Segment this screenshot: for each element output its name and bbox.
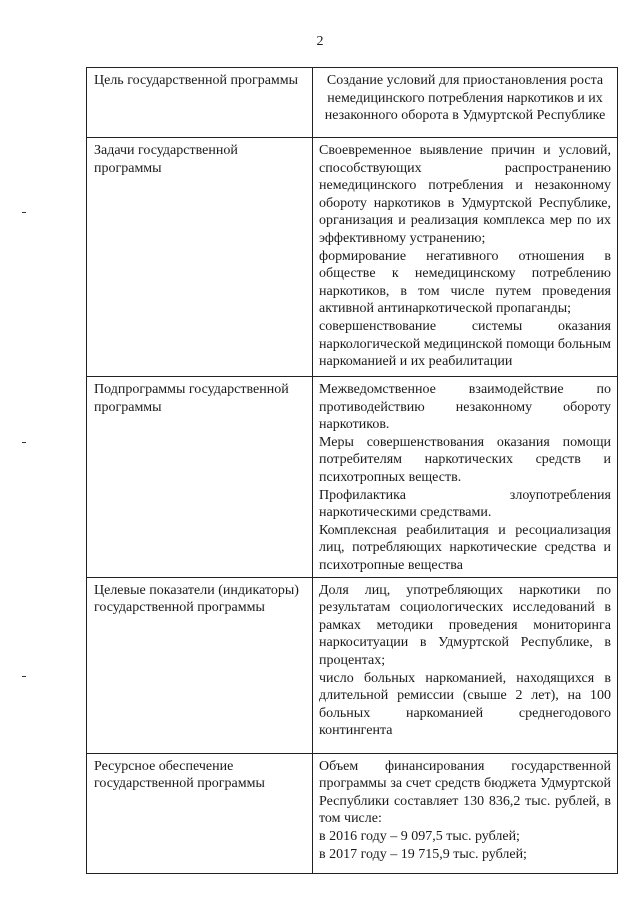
goal-label: Цель государственной программы bbox=[87, 68, 313, 138]
task-item: Своевременное выявление причин и условий, способствующих распространению немедицинского потребления и незаконному обороту наркотиков в Удмуртской Республике, организация и реализация комплекса мер по их эффективному устранению; bbox=[319, 143, 611, 246]
margin-mark bbox=[22, 212, 26, 213]
table-row-tasks bbox=[87, 138, 618, 377]
margin-mark bbox=[22, 676, 26, 677]
task-item: формирование негативного отношения в обществе к немедицинскому потреблению наркотиков, в том числе путем проведения активной антинаркотической пропаганды; bbox=[319, 248, 611, 317]
table-row-subprograms bbox=[87, 377, 618, 578]
margin-mark bbox=[22, 442, 26, 443]
resource-item: в 2017 году – 19 715,9 тыс. рублей; bbox=[319, 846, 527, 862]
indicators-label: Целевые показатели (индикаторы) государственной программы bbox=[87, 577, 313, 753]
page-number: 2 bbox=[316, 34, 324, 49]
indicators-value bbox=[313, 577, 618, 753]
subprogram-item: Комплексная реабилитация и ресоциализация лиц, потребляющих наркотические средства и психотропные вещества bbox=[319, 522, 611, 573]
subprogram-item: Межведомственное взаимодействие по противодействию незаконному обороту наркотиков. bbox=[319, 382, 611, 433]
subprogram-item: Меры совершенствования оказания помощи потребителям наркотических средств и психотропных веществ. bbox=[319, 434, 611, 485]
goal-value bbox=[313, 68, 618, 138]
subprograms-value bbox=[313, 377, 618, 578]
table-row-goal bbox=[87, 68, 618, 138]
tasks-value bbox=[313, 138, 618, 377]
tasks-label: Задачи государственной программы bbox=[87, 138, 313, 377]
task-item: совершенствование системы оказания наркологической медицинской помощи больным наркоманией и их реабилитации bbox=[319, 318, 611, 370]
program-passport-table bbox=[86, 67, 618, 874]
goal-text: Создание условий для приостановления роста немедицинского потребления наркотиков и их незаконного оборота в Удмуртской Республике bbox=[324, 73, 606, 124]
indicator-item: Доля лиц, употребляющих наркотики по результатам социологических исследований в рамках методики проведения мониторинга наркоситуации в Удмуртской Республике, в процентах; bbox=[319, 582, 611, 668]
table-row-indicators bbox=[87, 577, 618, 753]
resource-item: Объем финансирования государственной программы за счет средств бюджета Удмуртской Республики составляет 130 836,2 тыс. рублей, в том числе: bbox=[319, 758, 611, 827]
indicator-item: число больных наркоманией, находящихся в длительной ремиссии (свыше 2 лет), на 100 больных наркоманией среднегодового контингента bbox=[319, 670, 611, 739]
subprograms-label: Подпрограммы государственной программы bbox=[87, 377, 313, 578]
table-row-resources bbox=[87, 753, 618, 873]
resources-label: Ресурсное обеспечение государственной программы bbox=[87, 753, 313, 873]
resources-value bbox=[313, 753, 618, 873]
resource-item: в 2016 году – 9 097,5 тыс. рублей; bbox=[319, 828, 520, 844]
subprogram-item: Профилактика злоупотребления наркотическими средствами. bbox=[319, 487, 611, 521]
